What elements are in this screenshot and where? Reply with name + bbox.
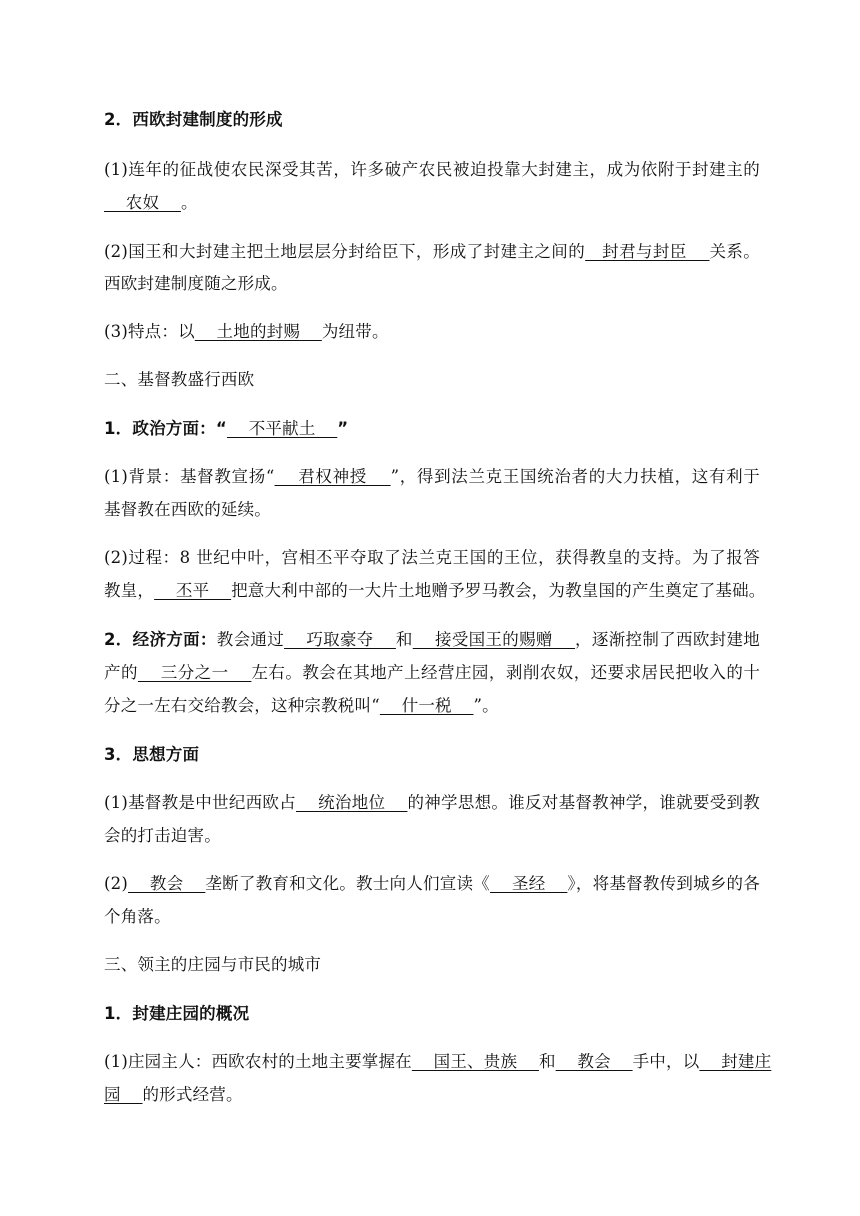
answer-blank: 土地的封赐 (194, 322, 322, 341)
section-heading-christianity: 二、基督教盛行西欧 (104, 370, 255, 389)
text-span: ，逐渐控制了西欧封建地 (575, 630, 760, 649)
paragraph-vassal-line2: 西欧封建制度随之形成。 (104, 274, 288, 293)
paragraph-economy-line2 (104, 663, 760, 683)
paragraph-background-line1 (104, 467, 760, 487)
answer-blank: 封建庄 (699, 1052, 772, 1071)
text-span: 》，将基督教传到城乡的各 (567, 874, 761, 893)
paragraph-process-line1: (2)过程：8 世纪中叶，宫相丕平夺取了法兰克王国的王位，获得教皇的支持。为了报答 (104, 548, 760, 567)
text-span: (1)背景：基督教宣扬“ (104, 467, 275, 486)
answer-blank: 教会 (555, 1052, 633, 1071)
paragraph-theology-line1 (104, 793, 760, 813)
paragraph-manor-line2 (104, 1085, 760, 1105)
answer-blank: 丕平 (154, 581, 232, 600)
text-span: ”，得到法兰克王国统治者的大力扶植，这有利于 (390, 467, 760, 486)
text-span: (2) (104, 874, 128, 893)
heading-politics (104, 419, 760, 439)
paragraph-economy-line3 (104, 696, 760, 716)
text-span: 左右。教会在其地产上经营庄园，剥削农奴，还要求居民把收入的十 (251, 663, 761, 682)
paragraph-serfs-line2 (104, 193, 760, 213)
paragraph-vassal-line1 (104, 242, 760, 262)
paragraph-church-line1 (104, 874, 760, 894)
text-span: 产的 (104, 663, 138, 682)
answer-blank: 封君与封臣 (585, 242, 710, 261)
text-span: 为纽带。 (321, 322, 389, 341)
answer-blank: 国王、贵族 (411, 1052, 539, 1071)
answer-blank: 接受国王的赐赠 (412, 630, 576, 649)
text-span: 的神学思想。谁反对基督教神学，谁就要受到教 (407, 793, 760, 812)
text-span: 教会通过 (216, 630, 285, 649)
text-span: 。 (180, 193, 198, 212)
text-span: 1．政治方面：“ (104, 419, 227, 438)
heading-feudal-system: 2．西欧封建制度的形成 (104, 110, 283, 129)
text-span: (3)特点：以 (104, 322, 195, 341)
heading-manor: 1．封建庄园的概况 (104, 1004, 250, 1023)
answer-blank: 巧取豪夺 (284, 630, 396, 649)
text-span: 教皇， (104, 581, 155, 600)
text-span: ”。 (473, 696, 499, 715)
answer-blank: 统治地位 (295, 793, 408, 812)
answer-blank: 农奴 (104, 193, 181, 212)
text-span: 手中，以 (632, 1052, 700, 1071)
text-span: 把意大利中部的一大片土地赠予罗马教会，为教皇国的产生奠定了基础。 (231, 581, 766, 600)
answer-blank: 君权神授 (274, 467, 391, 486)
text-span: 和 (395, 630, 413, 649)
answer-blank: 三分之一 (137, 663, 252, 682)
paragraph-church-line2: 个角落。 (104, 907, 171, 926)
paragraph-background-line2: 基督教在西欧的延续。 (104, 500, 271, 519)
paragraph-economy-line1 (104, 630, 760, 650)
text-span: (1)庄园主人：西欧农村的土地主要掌握在 (104, 1052, 412, 1071)
text-span: 的形式经营。 (142, 1085, 243, 1104)
paragraph-process-line2 (104, 581, 766, 601)
text-span: 关系。 (709, 242, 761, 261)
economy-label: 2．经济方面： (104, 630, 217, 649)
answer-blank: 圣经 (490, 874, 568, 893)
heading-thought: 3．思想方面 (104, 745, 200, 764)
text-span: 垄断了教育和文化。教士向人们宣读《 (205, 874, 490, 893)
text-span: 和 (538, 1052, 556, 1071)
paragraph-manor-line1 (104, 1052, 772, 1072)
text-span: ” (337, 419, 349, 438)
text-span: (2)国王和大封建主把土地层层分封给臣下，形成了封建主之间的 (104, 242, 586, 261)
paragraph-serfs-line1: (1)连年的征战使农民深受其苦，许多破产农民被迫投靠大封建主，成为依附于封建主的 (104, 160, 760, 179)
answer-blank: 什一税 (379, 696, 474, 715)
text-span: 分之一左右交给教会，这种宗教税叫“ (104, 696, 380, 715)
paragraph-theology-line2: 会的打击迫害。 (104, 826, 221, 845)
text-span: (1)基督教是中世纪西欧占 (104, 793, 296, 812)
answer-blank: 园 (104, 1085, 143, 1104)
answer-blank: 教会 (127, 874, 206, 893)
paragraph-feature (104, 322, 760, 342)
section-heading-manor-city: 三、领主的庄园与市民的城市 (104, 955, 322, 974)
answer-blank: 不平献土 (226, 419, 338, 438)
